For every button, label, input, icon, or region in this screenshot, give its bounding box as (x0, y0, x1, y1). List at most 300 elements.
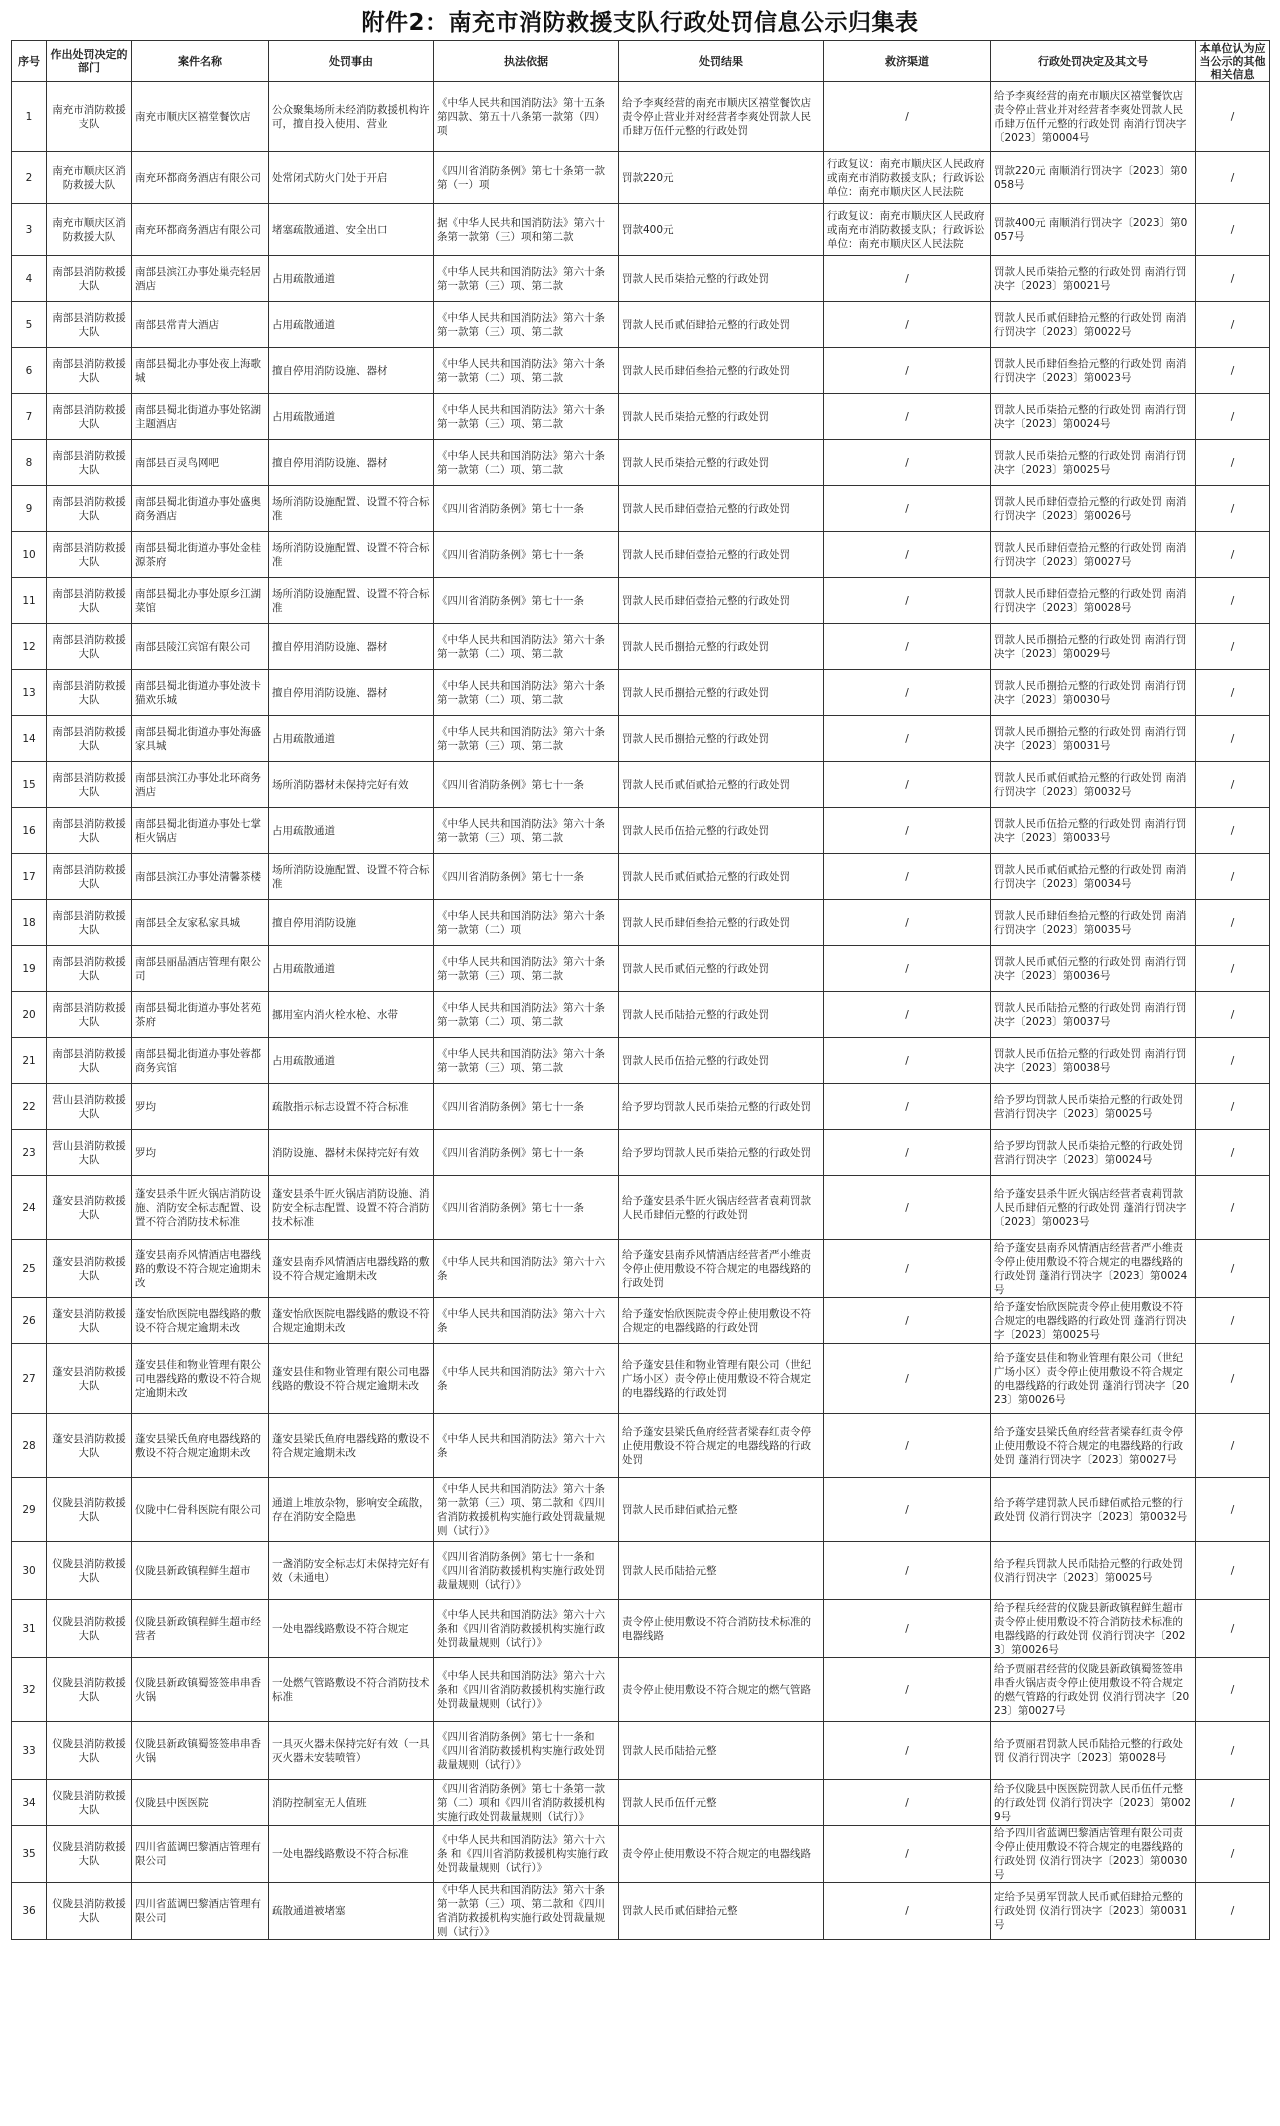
cell-result: 罚款人民币柒拾元整的行政处罚 (619, 440, 824, 486)
cell-decision-number: 罚款人民币肆佰叁拾元整的行政处罚 南消行罚决字〔2023〕第0035号 (991, 900, 1196, 946)
cell-department: 南部县消防救援大队 (47, 900, 132, 946)
cell-other-info: / (1196, 1298, 1270, 1344)
cell-reason: 占用疏散通道 (269, 394, 434, 440)
cell-result: 给予蓬安怡欣医院责令停止使用敷设不符合规定的电器线路的行政处罚 (619, 1298, 824, 1344)
cell-index: 23 (12, 1130, 47, 1176)
cell-remedy: / (824, 1883, 991, 1940)
cell-legal-basis: 《中华人民共和国消防法》第六十条第一款第（二）项、第二款 (434, 440, 619, 486)
cell-reason: 场所消防器材未保持完好有效 (269, 762, 434, 808)
cell-decision-number: 罚款220元 南顺消行罚决字〔2023〕第0058号 (991, 152, 1196, 204)
cell-other-info: / (1196, 1038, 1270, 1084)
cell-other-info: / (1196, 1478, 1270, 1542)
table-row (12, 716, 1270, 762)
table-row (12, 1883, 1270, 1940)
cell-department: 南部县消防救援大队 (47, 394, 132, 440)
cell-index: 21 (12, 1038, 47, 1084)
cell-legal-basis: 《四川省消防条例》第七十一条 (434, 1176, 619, 1240)
cell-decision-number: 给予李爽经营的南充市顺庆区禧堂餐饮店责令停止营业并对经营者李爽处罚款人民币肆万伍仟元整的行政处罚 南消行罚决字〔2023〕第0004号 (991, 82, 1196, 152)
cell-legal-basis: 《四川省消防条例》第七十一条 (434, 1130, 619, 1176)
cell-other-info: / (1196, 204, 1270, 256)
cell-department: 仪陇县消防救援大队 (47, 1542, 132, 1600)
cell-index: 34 (12, 1780, 47, 1826)
cell-index: 30 (12, 1542, 47, 1600)
cell-reason: 占用疏散通道 (269, 256, 434, 302)
cell-legal-basis: 《中华人民共和国消防法》第六十条第一款第（三）项、第二款 (434, 256, 619, 302)
cell-remedy: / (824, 256, 991, 302)
cell-department: 南部县消防救援大队 (47, 578, 132, 624)
cell-remedy: / (824, 1084, 991, 1130)
cell-department: 南充市顺庆区消防救援大队 (47, 204, 132, 256)
cell-result: 罚款人民币肆佰叁拾元整的行政处罚 (619, 900, 824, 946)
cell-case-name: 仪陇县新政镇程鲜生超市经营者 (132, 1600, 269, 1658)
cell-reason: 一处电器线路敷设不符合标准 (269, 1826, 434, 1883)
cell-reason: 消防控制室无人值班 (269, 1780, 434, 1826)
cell-legal-basis: 《中华人民共和国消防法》第六十六条 (434, 1298, 619, 1344)
cell-department: 南部县消防救援大队 (47, 1038, 132, 1084)
cell-result: 罚款人民币肆佰叁拾元整的行政处罚 (619, 348, 824, 394)
cell-result: 罚款人民币贰佰肆拾元整的行政处罚 (619, 302, 824, 348)
cell-case-name: 罗均 (132, 1084, 269, 1130)
cell-decision-number: 给予程兵经营的仪陇县新政镇程鲜生超市责令停止使用敷设不符合消防技术标准的电器线路的行政处罚 仪消行罚决字〔2023〕第0026号 (991, 1600, 1196, 1658)
cell-index: 28 (12, 1414, 47, 1478)
cell-case-name: 南部县蜀北街道办事处盛奥商务酒店 (132, 486, 269, 532)
cell-other-info: / (1196, 946, 1270, 992)
cell-reason: 堵塞疏散通道、安全出口 (269, 204, 434, 256)
cell-legal-basis: 《中华人民共和国消防法》第十五条第四款、第五十八条第一款第（四）项 (434, 82, 619, 152)
cell-decision-number: 罚款人民币捌拾元整的行政处罚 南消行罚决字〔2023〕第0030号 (991, 670, 1196, 716)
document-title: 附件2：南充市消防救援支队行政处罚信息公示归集表 (361, 10, 919, 36)
cell-legal-basis: 《四川省消防条例》第七十条第一款第（一）项 (434, 152, 619, 204)
table-row (12, 1478, 1270, 1542)
cell-legal-basis: 《中华人民共和国消防法》第六十条第一款第（三）项、第二款 (434, 302, 619, 348)
cell-index: 16 (12, 808, 47, 854)
cell-result: 罚款人民币伍拾元整的行政处罚 (619, 808, 824, 854)
cell-reason: 公众聚集场所未经消防救援机构许可，擅自投入使用、营业 (269, 82, 434, 152)
cell-remedy: / (824, 1130, 991, 1176)
cell-department: 蓬安县消防救援大队 (47, 1344, 132, 1414)
cell-department: 南充市顺庆区消防救援大队 (47, 152, 132, 204)
cell-other-info: / (1196, 900, 1270, 946)
cell-case-name: 仪陇县新政镇蜀签签串串香火锅 (132, 1658, 269, 1722)
cell-remedy: / (824, 1722, 991, 1780)
header-legal-basis: 执法依据 (434, 41, 619, 82)
cell-index: 29 (12, 1478, 47, 1542)
cell-case-name: 南部县蜀北街道办事处蓉都商务宾馆 (132, 1038, 269, 1084)
cell-other-info: / (1196, 578, 1270, 624)
table-row (12, 486, 1270, 532)
cell-legal-basis: 《中华人民共和国消防法》第六十条第一款第（二）项、第二款 (434, 348, 619, 394)
cell-decision-number: 给予蓬安县南乔风情酒店经营者严小维责令停止使用敷设不符合规定的电器线路的行政处罚 蓬消行罚决字〔2023〕第0024号 (991, 1240, 1196, 1298)
table-row (12, 762, 1270, 808)
cell-department: 营山县消防救援大队 (47, 1084, 132, 1130)
cell-legal-basis: 《中华人民共和国消防法》第六十条第一款第（三）项、第二款 (434, 946, 619, 992)
cell-index: 17 (12, 854, 47, 900)
cell-index: 13 (12, 670, 47, 716)
cell-department: 南部县消防救援大队 (47, 670, 132, 716)
cell-reason: 一具灭火器未保持完好有效（一具灭火器未安装喷管） (269, 1722, 434, 1780)
penalty-table (11, 40, 1270, 1940)
cell-other-info: / (1196, 716, 1270, 762)
table-row (12, 256, 1270, 302)
cell-other-info: / (1196, 854, 1270, 900)
cell-case-name: 南部县丽晶酒店管理有限公司 (132, 946, 269, 992)
cell-other-info: / (1196, 1414, 1270, 1478)
cell-legal-basis: 《中华人民共和国消防法》第六十条第一款第（三）项、第二款 (434, 716, 619, 762)
cell-department: 南充市消防救援支队 (47, 82, 132, 152)
cell-index: 19 (12, 946, 47, 992)
cell-department: 南部县消防救援大队 (47, 946, 132, 992)
cell-result: 罚款人民币肆佰壹拾元整的行政处罚 (619, 532, 824, 578)
cell-remedy: / (824, 1038, 991, 1084)
cell-legal-basis: 《四川省消防条例》第七十一条和《四川省消防救援机构实施行政处罚裁量规则（试行）》 (434, 1722, 619, 1780)
cell-reason: 占用疏散通道 (269, 302, 434, 348)
cell-decision-number: 给予蓬安县梁氏鱼府经营者梁春红责令停止使用敷设不符合规定的电器线路的行政处罚 蓬消行罚决字〔2023〕第0027号 (991, 1414, 1196, 1478)
cell-index: 24 (12, 1176, 47, 1240)
cell-decision-number: 给予仪陇县中医医院罚款人民币伍仟元整的行政处罚 仪消行罚决字〔2023〕第0029号 (991, 1780, 1196, 1826)
cell-case-name: 南充市顺庆区禧堂餐饮店 (132, 82, 269, 152)
cell-case-name: 南部县蜀北办事处原乡江湖菜馆 (132, 578, 269, 624)
cell-other-info: / (1196, 486, 1270, 532)
cell-department: 仪陇县消防救援大队 (47, 1722, 132, 1780)
header-other-info: 本单位认为应当公示的其他相关信息 (1196, 41, 1270, 82)
cell-case-name: 罗均 (132, 1130, 269, 1176)
table-row (12, 1240, 1270, 1298)
cell-department: 南部县消防救援大队 (47, 762, 132, 808)
cell-result: 责令停止使用敷设不符合规定的燃气管路 (619, 1658, 824, 1722)
cell-result: 罚款人民币贰佰贰拾元整的行政处罚 (619, 762, 824, 808)
cell-result: 罚款人民币捌拾元整的行政处罚 (619, 624, 824, 670)
cell-legal-basis: 《中华人民共和国消防法》第六十六条 (434, 1344, 619, 1414)
cell-decision-number: 罚款人民币肆佰壹拾元整的行政处罚 南消行罚决字〔2023〕第0026号 (991, 486, 1196, 532)
cell-index: 31 (12, 1600, 47, 1658)
cell-case-name: 蓬安县南乔风情酒店电器线路的敷设不符合规定逾期未改 (132, 1240, 269, 1298)
cell-reason: 占用疏散通道 (269, 1038, 434, 1084)
cell-remedy: / (824, 1658, 991, 1722)
cell-decision-number: 给予蓬安县杀牛匠火锅店经营者袁莉罚款人民币肆佰元整的行政处罚 蓬消行罚决字〔2023〕第0023号 (991, 1176, 1196, 1240)
cell-decision-number: 罚款人民币肆佰壹拾元整的行政处罚 南消行罚决字〔2023〕第0027号 (991, 532, 1196, 578)
table-row (12, 82, 1270, 152)
cell-department: 蓬安县消防救援大队 (47, 1298, 132, 1344)
cell-case-name: 南部县陵江宾馆有限公司 (132, 624, 269, 670)
table-row (12, 808, 1270, 854)
cell-reason: 占用疏散通道 (269, 808, 434, 854)
cell-legal-basis: 《中华人民共和国消防法》第六十六条 和《四川省消防救援机构实施行政处罚裁量规则（试行）》 (434, 1826, 619, 1883)
table-row (12, 1038, 1270, 1084)
cell-index: 7 (12, 394, 47, 440)
cell-decision-number: 罚款人民币柒拾元整的行政处罚 南消行罚决字〔2023〕第0025号 (991, 440, 1196, 486)
cell-department: 仪陇县消防救援大队 (47, 1478, 132, 1542)
table-header-row (12, 41, 1270, 82)
cell-decision-number: 罚款人民币捌拾元整的行政处罚 南消行罚决字〔2023〕第0029号 (991, 624, 1196, 670)
cell-reason: 擅自停用消防设施、器材 (269, 440, 434, 486)
cell-department: 蓬安县消防救援大队 (47, 1240, 132, 1298)
cell-legal-basis: 《中华人民共和国消防法》第六十条第一款第（二）项 (434, 900, 619, 946)
cell-result: 罚款人民币贰佰元整的行政处罚 (619, 946, 824, 992)
cell-decision-number: 罚款人民币陆拾元整的行政处罚 南消行罚决字〔2023〕第0037号 (991, 992, 1196, 1038)
cell-result: 罚款人民币陆拾元整 (619, 1542, 824, 1600)
cell-reason: 擅自停用消防设施 (269, 900, 434, 946)
cell-remedy: / (824, 808, 991, 854)
cell-reason: 场所消防设施配置、设置不符合标准 (269, 532, 434, 578)
cell-other-info: / (1196, 762, 1270, 808)
cell-remedy: / (824, 1414, 991, 1478)
cell-index: 27 (12, 1344, 47, 1414)
cell-remedy: / (824, 1826, 991, 1883)
cell-decision-number: 给予贾丽君罚款人民币陆拾元整的行政处罚 仪消行罚决字〔2023〕第0028号 (991, 1722, 1196, 1780)
cell-other-info: / (1196, 1600, 1270, 1658)
cell-reason: 蓬安县佳和物业管理有限公司电器线路的敷设不符合规定逾期未改 (269, 1344, 434, 1414)
cell-other-info: / (1196, 1780, 1270, 1826)
cell-result: 罚款人民币肆佰贰拾元整 (619, 1478, 824, 1542)
cell-index: 2 (12, 152, 47, 204)
cell-decision-number: 罚款人民币伍拾元整的行政处罚 南消行罚决字〔2023〕第0038号 (991, 1038, 1196, 1084)
cell-case-name: 南部县滨江办事处巢壳轻居酒店 (132, 256, 269, 302)
cell-legal-basis: 《四川省消防条例》第七十一条 (434, 854, 619, 900)
cell-department: 仪陇县消防救援大队 (47, 1883, 132, 1940)
cell-decision-number: 罚款人民币捌拾元整的行政处罚 南消行罚决字〔2023〕第0031号 (991, 716, 1196, 762)
cell-remedy: / (824, 302, 991, 348)
cell-department: 仪陇县消防救援大队 (47, 1826, 132, 1883)
cell-remedy: / (824, 486, 991, 532)
cell-remedy: / (824, 900, 991, 946)
header-case-name: 案件名称 (132, 41, 269, 82)
cell-other-info: / (1196, 1176, 1270, 1240)
cell-case-name: 南部县蜀北街道办事处茗苑茶府 (132, 992, 269, 1038)
table-row (12, 440, 1270, 486)
cell-other-info: / (1196, 1084, 1270, 1130)
cell-result: 罚款人民币伍拾元整的行政处罚 (619, 1038, 824, 1084)
table-body (12, 82, 1270, 1940)
cell-case-name: 南充环都商务酒店有限公司 (132, 152, 269, 204)
cell-case-name: 南部县蜀北街道办事处铭湖主题酒店 (132, 394, 269, 440)
header-remedy: 救济渠道 (824, 41, 991, 82)
cell-reason: 蓬安县杀牛匠火锅店消防设施、消防安全标志配置、设置不符合消防技术标准 (269, 1176, 434, 1240)
cell-department: 南部县消防救援大队 (47, 440, 132, 486)
cell-legal-basis: 《中华人民共和国消防法》第六十六条 (434, 1240, 619, 1298)
table-row (12, 946, 1270, 992)
cell-department: 南部县消防救援大队 (47, 808, 132, 854)
cell-legal-basis: 《四川省消防条例》第七十一条 (434, 762, 619, 808)
table-row (12, 1722, 1270, 1780)
cell-department: 南部县消防救援大队 (47, 624, 132, 670)
cell-legal-basis: 《中华人民共和国消防法》第六十条第一款第（三）项、第二款 (434, 394, 619, 440)
cell-remedy: / (824, 1298, 991, 1344)
cell-remedy: / (824, 946, 991, 992)
table-row (12, 1414, 1270, 1478)
cell-case-name: 南部县滨江办事处清馨茶楼 (132, 854, 269, 900)
cell-remedy: / (824, 1344, 991, 1414)
cell-department: 蓬安县消防救援大队 (47, 1414, 132, 1478)
cell-department: 南部县消防救援大队 (47, 486, 132, 532)
cell-case-name: 南部县蜀北街道办事处七掌柜火锅店 (132, 808, 269, 854)
cell-department: 南部县消防救援大队 (47, 302, 132, 348)
cell-legal-basis: 《中华人民共和国消防法》第六十条第一款第（二）项、第二款 (434, 992, 619, 1038)
cell-index: 26 (12, 1298, 47, 1344)
cell-legal-basis: 《四川省消防条例》第七十一条 (434, 578, 619, 624)
cell-legal-basis: 《四川省消防条例》第七十条第一款第（二）项和《四川省消防救援机构实施行政处罚裁量规则（试行）》 (434, 1780, 619, 1826)
cell-other-info: / (1196, 624, 1270, 670)
table-row (12, 532, 1270, 578)
cell-case-name: 四川省蓝调巴黎酒店管理有限公司 (132, 1883, 269, 1940)
cell-decision-number: 定给予吴勇军罚款人民币贰佰肆拾元整的行政处罚 仪消行罚决字〔2023〕第0031号 (991, 1883, 1196, 1940)
cell-department: 南部县消防救援大队 (47, 256, 132, 302)
cell-reason: 占用疏散通道 (269, 716, 434, 762)
cell-case-name: 南部县滨江办事处北环商务酒店 (132, 762, 269, 808)
cell-decision-number: 罚款400元 南顺消行罚决字〔2023〕第0057号 (991, 204, 1196, 256)
cell-decision-number: 给予罗均罚款人民币柒拾元整的行政处罚 营消行罚决字〔2023〕第0024号 (991, 1130, 1196, 1176)
cell-case-name: 四川省蓝调巴黎酒店管理有限公司 (132, 1826, 269, 1883)
cell-remedy: / (824, 854, 991, 900)
cell-result: 罚款人民币陆拾元整 (619, 1722, 824, 1780)
cell-result: 罚款人民币肆佰壹拾元整的行政处罚 (619, 578, 824, 624)
cell-reason: 处常闭式防火门处于开启 (269, 152, 434, 204)
cell-remedy: / (824, 1600, 991, 1658)
cell-remedy: / (824, 532, 991, 578)
cell-decision-number: 罚款人民币肆佰叁拾元整的行政处罚 南消行罚决字〔2023〕第0023号 (991, 348, 1196, 394)
cell-legal-basis: 据《中华人民共和国消防法》第六十条第一款第（三）项和第二款 (434, 204, 619, 256)
cell-remedy: / (824, 578, 991, 624)
cell-reason: 消防设施、器材未保持完好有效 (269, 1130, 434, 1176)
cell-case-name: 仪陇中仁骨科医院有限公司 (132, 1478, 269, 1542)
cell-index: 32 (12, 1658, 47, 1722)
cell-result: 罚款人民币贰佰肆拾元整 (619, 1883, 824, 1940)
cell-legal-basis: 《中华人民共和国消防法》第六十条第一款第（二）项、第二款 (434, 670, 619, 716)
cell-legal-basis: 《中华人民共和国消防法》第六十六条和《四川省消防救援机构实施行政处罚裁量规则（试行）》 (434, 1600, 619, 1658)
cell-reason: 一盏消防安全标志灯未保持完好有效（未通电） (269, 1542, 434, 1600)
cell-case-name: 蓬安怡欣医院电器线路的敷设不符合规定逾期未改 (132, 1298, 269, 1344)
header-decision-number: 行政处罚决定及其文号 (991, 41, 1196, 82)
cell-reason: 通道上堆放杂物，影响安全疏散，存在消防安全隐患 (269, 1478, 434, 1542)
cell-index: 10 (12, 532, 47, 578)
table-row (12, 394, 1270, 440)
cell-remedy: / (824, 394, 991, 440)
cell-decision-number: 罚款人民币伍拾元整的行政处罚 南消行罚决字〔2023〕第0033号 (991, 808, 1196, 854)
cell-other-info: / (1196, 1722, 1270, 1780)
cell-remedy: / (824, 1176, 991, 1240)
cell-remedy: / (824, 82, 991, 152)
cell-case-name: 南部县常青大酒店 (132, 302, 269, 348)
cell-decision-number: 给予贾丽君经营的仪陇县新政镇蜀签签串串香火锅店责令停止使用敷设不符合规定的燃气管路的行政处罚 仪消行罚决字〔2023〕第0027号 (991, 1658, 1196, 1722)
cell-decision-number: 给予四川省蓝调巴黎酒店管理有限公司责令停止使用敷设不符合规定的电器线路的行政处罚 仪消行罚决字〔2023〕第0030号 (991, 1826, 1196, 1883)
cell-case-name: 蓬安县佳和物业管理有限公司电器线路的敷设不符合规定逾期未改 (132, 1344, 269, 1414)
cell-result: 给予蓬安县杀牛匠火锅店经营者袁莉罚款人民币肆佰元整的行政处罚 (619, 1176, 824, 1240)
cell-case-name: 南充环都商务酒店有限公司 (132, 204, 269, 256)
cell-index: 6 (12, 348, 47, 394)
cell-result: 责令停止使用敷设不符合消防技术标准的电器线路 (619, 1600, 824, 1658)
table-row (12, 1298, 1270, 1344)
cell-remedy: / (824, 762, 991, 808)
cell-department: 营山县消防救援大队 (47, 1130, 132, 1176)
cell-decision-number: 给予罗均罚款人民币柒拾元整的行政处罚 营消行罚决字〔2023〕第0025号 (991, 1084, 1196, 1130)
cell-decision-number: 罚款人民币贰佰肆拾元整的行政处罚 南消行罚决字〔2023〕第0022号 (991, 302, 1196, 348)
cell-reason: 场所消防设施配置、设置不符合标准 (269, 578, 434, 624)
header-result: 处罚结果 (619, 41, 824, 82)
cell-remedy: / (824, 716, 991, 762)
cell-legal-basis: 《中华人民共和国消防法》第六十条第一款第（三）项、第二款 (434, 808, 619, 854)
header-department: 作出处罚决定的部门 (47, 41, 132, 82)
cell-other-info: / (1196, 302, 1270, 348)
cell-index: 36 (12, 1883, 47, 1940)
table-row (12, 1542, 1270, 1600)
cell-case-name: 南部县百灵鸟网吧 (132, 440, 269, 486)
cell-result: 罚款220元 (619, 152, 824, 204)
cell-reason: 挪用室内消火栓水枪、水带 (269, 992, 434, 1038)
cell-index: 35 (12, 1826, 47, 1883)
cell-legal-basis: 《中华人民共和国消防法》第六十条第一款第（三）项、第二款和《四川省消防救援机构实施行政处罚裁量规则（试行）》 (434, 1478, 619, 1542)
cell-case-name: 南部县全友家私家具城 (132, 900, 269, 946)
cell-other-info: / (1196, 1658, 1270, 1722)
cell-decision-number: 罚款人民币贰佰贰拾元整的行政处罚 南消行罚决字〔2023〕第0034号 (991, 854, 1196, 900)
cell-index: 25 (12, 1240, 47, 1298)
cell-other-info: / (1196, 1883, 1270, 1940)
cell-department: 南部县消防救援大队 (47, 532, 132, 578)
cell-remedy: 行政复议：南充市顺庆区人民政府或南充市消防救援支队；行政诉讼单位：南充市顺庆区人民法院 (824, 152, 991, 204)
cell-index: 15 (12, 762, 47, 808)
cell-result: 给予罗均罚款人民币柒拾元整的行政处罚 (619, 1084, 824, 1130)
cell-department: 南部县消防救援大队 (47, 992, 132, 1038)
cell-case-name: 蓬安县梁氏鱼府电器线路的敷设不符合规定逾期未改 (132, 1414, 269, 1478)
cell-case-name: 南部县蜀北办事处夜上海歌城 (132, 348, 269, 394)
cell-case-name: 南部县蜀北街道办事处金桂源茶府 (132, 532, 269, 578)
cell-other-info: / (1196, 348, 1270, 394)
table-row (12, 1658, 1270, 1722)
cell-reason: 蓬安怡欣医院电器线路的敷设不符合规定逾期未改 (269, 1298, 434, 1344)
cell-case-name: 仪陇县新政镇蜀签签串串香火锅 (132, 1722, 269, 1780)
cell-index: 11 (12, 578, 47, 624)
table-row (12, 1130, 1270, 1176)
cell-department: 南部县消防救援大队 (47, 716, 132, 762)
cell-index: 1 (12, 82, 47, 152)
cell-index: 12 (12, 624, 47, 670)
table-row (12, 1176, 1270, 1240)
cell-result: 给予蓬安县梁氏鱼府经营者梁春红责令停止使用敷设不符合规定的电器线路的行政处罚 (619, 1414, 824, 1478)
cell-reason: 场所消防设施配置、设置不符合标准 (269, 486, 434, 532)
cell-index: 20 (12, 992, 47, 1038)
table-row (12, 1780, 1270, 1826)
table-row (12, 1344, 1270, 1414)
cell-reason: 擅自停用消防设施、器材 (269, 670, 434, 716)
cell-index: 4 (12, 256, 47, 302)
cell-index: 8 (12, 440, 47, 486)
cell-remedy: / (824, 992, 991, 1038)
cell-reason: 疏散指示标志设置不符合标准 (269, 1084, 434, 1130)
cell-reason: 擅自停用消防设施、器材 (269, 348, 434, 394)
cell-other-info: / (1196, 394, 1270, 440)
header-index: 序号 (12, 41, 47, 82)
cell-decision-number: 罚款人民币贰佰贰拾元整的行政处罚 南消行罚决字〔2023〕第0032号 (991, 762, 1196, 808)
table-row (12, 1084, 1270, 1130)
cell-legal-basis: 《四川省消防条例》第七十一条 (434, 1084, 619, 1130)
cell-case-name: 仪陇县新政镇程鲜生超市 (132, 1542, 269, 1600)
cell-remedy: 行政复议：南充市顺庆区人民政府或南充市消防救援支队；行政诉讼单位：南充市顺庆区人民法院 (824, 204, 991, 256)
cell-other-info: / (1196, 1240, 1270, 1298)
cell-department: 南部县消防救援大队 (47, 348, 132, 394)
cell-result: 给予蓬安县佳和物业管理有限公司（世纪广场小区）责令停止使用敷设不符合规定的电器线路的行政处罚 (619, 1344, 824, 1414)
cell-reason: 占用疏散通道 (269, 946, 434, 992)
cell-remedy: / (824, 1478, 991, 1542)
table-row (12, 1600, 1270, 1658)
cell-reason: 擅自停用消防设施、器材 (269, 624, 434, 670)
cell-other-info: / (1196, 82, 1270, 152)
cell-other-info: / (1196, 440, 1270, 486)
cell-other-info: / (1196, 1826, 1270, 1883)
table-row (12, 1826, 1270, 1883)
cell-index: 22 (12, 1084, 47, 1130)
cell-result: 责令停止使用敷设不符合规定的电器线路 (619, 1826, 824, 1883)
table-row (12, 348, 1270, 394)
table-row (12, 992, 1270, 1038)
table-row (12, 624, 1270, 670)
